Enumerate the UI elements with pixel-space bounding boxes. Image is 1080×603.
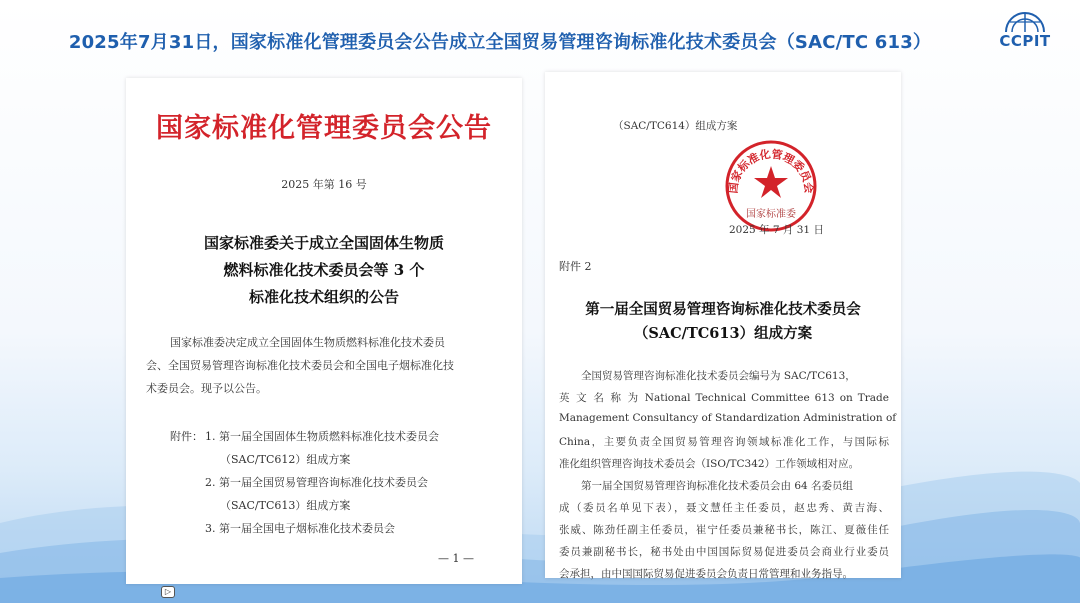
attachment-item: 1. 第一届全国固体生物质燃料标准化技术委员会 bbox=[205, 430, 439, 443]
body-line: 成（委员名单见下表），聂文慧任主任委员，赵忠秀、黄吉海、 bbox=[559, 502, 889, 514]
attachment-label: 附件 2 bbox=[559, 260, 592, 273]
ccpit-logo bbox=[992, 8, 1058, 64]
page-number: — 1 — bbox=[438, 552, 474, 565]
document-title-line: 第一届全国贸易管理咨询标准化技术委员会 bbox=[585, 301, 861, 318]
document-title-line: 国家标准委关于成立全国固体生物质 bbox=[203, 234, 444, 252]
body-line: Management Consultancy of Standardization Administration of bbox=[559, 412, 897, 424]
body-line: 会承担，由中国国际贸易促进委员会负责日常管理和业务指导。 bbox=[559, 568, 853, 580]
continued-line: （SAC/TC614）组成方案 bbox=[613, 120, 738, 132]
attachment-item: 2. 第一届全国贸易管理咨询标准化技术委员会 bbox=[205, 476, 428, 489]
page-title: 2025年7月31日，国家标准化管理委员会公告成立全国贸易管理咨询标准化技术委员会（SAC/TC 613） bbox=[68, 32, 932, 53]
official-seal bbox=[723, 138, 819, 234]
document-header: 国家标准化管理委员会公告 bbox=[156, 113, 492, 144]
body-line: 全国贸易管理咨询标准化技术委员会编号为 SAC/TC613， bbox=[581, 370, 856, 382]
body-line: 张威、陈劲任副主任委员，崔宁任委员兼秘书长，陈江、夏薇佳任 bbox=[559, 524, 889, 536]
issue-number: 2025 年第 16 号 bbox=[281, 178, 367, 191]
seal-overlay-text: 国家标准委 bbox=[746, 209, 796, 220]
document-title-line: 标准化技术组织的公告 bbox=[248, 288, 399, 306]
attachments-label: 附件： bbox=[170, 430, 203, 443]
attachment-item: （SAC/TC612）组成方案 bbox=[220, 453, 351, 466]
attachment-item: 3. 第一届全国电子烟标准化技术委员会 bbox=[205, 522, 395, 535]
body-line: 英 文 名 称 为 National Technical Committee 613 on Trade bbox=[559, 392, 889, 404]
document-title-line: 燃料标准化技术委员会等 3 个 bbox=[223, 261, 425, 279]
attachment-item: （SAC/TC613）组成方案 bbox=[220, 499, 351, 512]
logo-text: CCPIT bbox=[999, 32, 1051, 50]
announcement-document bbox=[126, 78, 522, 584]
document-date: 2025 年 7 月 31 日 bbox=[729, 224, 824, 236]
body-line: 会、全国贸易管理咨询标准化技术委员会和全国电子烟标准化技 bbox=[146, 359, 454, 372]
body-line: 第一届全国贸易管理咨询标准化技术委员会由 64 名委员组 bbox=[581, 480, 854, 492]
body-line: 准化组织管理咨询技术委员会（ISO/TC342）工作领域相对应。 bbox=[559, 458, 860, 470]
body-line: China，主要负责全国贸易管理咨询领域标准化工作，与国际标 bbox=[559, 436, 889, 448]
seal-text: 国家标准化管理委员会 bbox=[726, 147, 816, 195]
composition-plan-document bbox=[545, 72, 901, 578]
video-icon[interactable]: ▷ bbox=[161, 586, 175, 598]
document-title-line: （SAC/TC613）组成方案 bbox=[633, 325, 813, 342]
body-line: 术委员会。现予以公告。 bbox=[146, 382, 267, 395]
body-line: 国家标准委决定成立全国固体生物质燃料标准化技术委员 bbox=[170, 336, 445, 349]
body-line: 委员兼副秘书长，秘书处由中国国际贸易促进委员会商业行业委员 bbox=[559, 546, 889, 558]
globe-icon bbox=[1002, 8, 1048, 34]
